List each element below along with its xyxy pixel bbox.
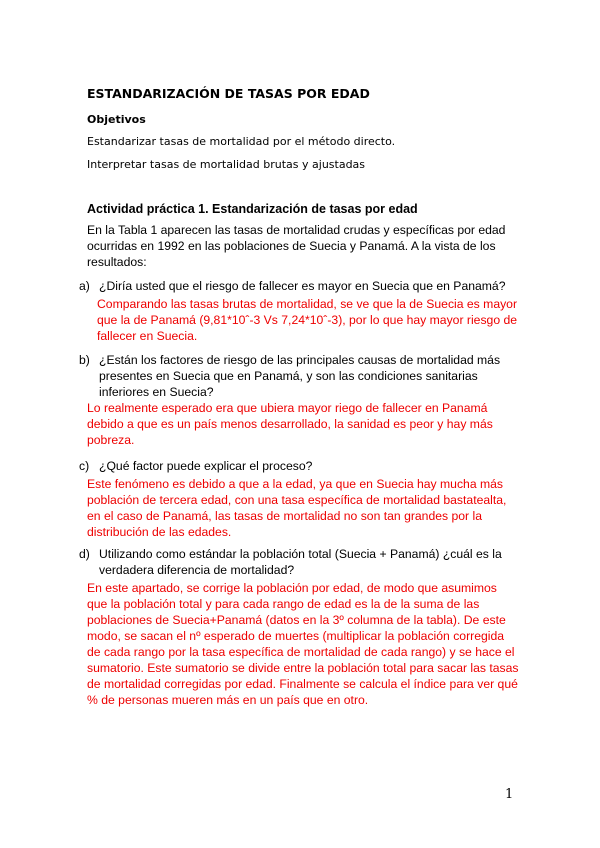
answer-d: En este apartado, se corrige la población por edad, de modo que asumimos que la población total y para cada rango de edad es la de la suma de las poblaciones de Suecia+Panamá (datos en la 3º columna de la tabla). De este modo, se sacan el nº esperado de muertes (multiplicar la población corregida de cada rango por la tasa específica de mortalidad de cada rango) y se hace el sumatorio. Este sumatorio se divide entre la población total para sacar las tasas de mortalidad corregidas por edad. Finalmente se calcula el índice para ver qué % de personas mueren más en un país que en otro. [87,581,519,707]
objective-item: Estandarizar tasas de mortalidad por el método directo. [87,135,396,148]
question-d [79,546,524,578]
objective-item: Interpretar tasas de mortalidad brutas y ajustadas [87,158,366,171]
answer-b: Lo realmente esperado era que ubiera mayor riego de fallecer en Panamá debido a que es un país menos desarrollado, la sanidad es peor y hay más pobreza. [87,401,493,447]
question-label: d) [79,547,90,561]
question-label: a) [79,279,90,293]
question-label: b) [79,353,90,367]
question-c [79,458,524,474]
question-text: ¿Qué factor puede explicar el proceso? [99,459,313,473]
question-a [79,278,524,294]
answer-c: Este fenómeno es debido a que a la edad, ya que en Suecia hay mucha más población de tercera edad, con una tasa específica de mortalidad bastatealta, en el caso de Panamá, las tasas de mortalidad no son tan grandes por la distribución de las edades. [87,477,507,539]
activity-heading: Actividad práctica 1. Estandarización de tasas por edad [87,202,418,216]
activity-intro: En la Tabla 1 aparecen las tasas de mortalidad crudas y específicas por edad ocurridas en 1992 en las poblaciones de Suecia y Panamá. A la vista de los resultados: [87,223,506,269]
question-text: Utilizando como estándar la población total (Suecia + Panamá) ¿cuál es la verdadera diferencia de mortalidad? [99,547,502,577]
answer-a: Comparando las tasas brutas de mortalidad, se ve que la de Suecia es mayor que la de Panamá (9,81*10ˆ-3 Vs 7,24*10ˆ-3), por lo que hay mayor riesgo de fallecer en Suecia. [97,297,518,343]
question-b [79,352,524,400]
objectives-heading: Objetivos [87,113,146,126]
question-label: c) [79,459,90,473]
page-number: 1 [505,787,514,802]
document-title: ESTANDARIZACIÓN DE TASAS POR EDAD [87,86,370,101]
question-text: ¿Están los factores de riesgo de las principales causas de mortalidad más presentes en Suecia que en Panamá, y son las condiciones sanitarias inferiores en Suecia? [99,353,501,399]
question-text: ¿Diría usted que el riesgo de fallecer es mayor en Suecia que en Panamá? [99,279,506,293]
